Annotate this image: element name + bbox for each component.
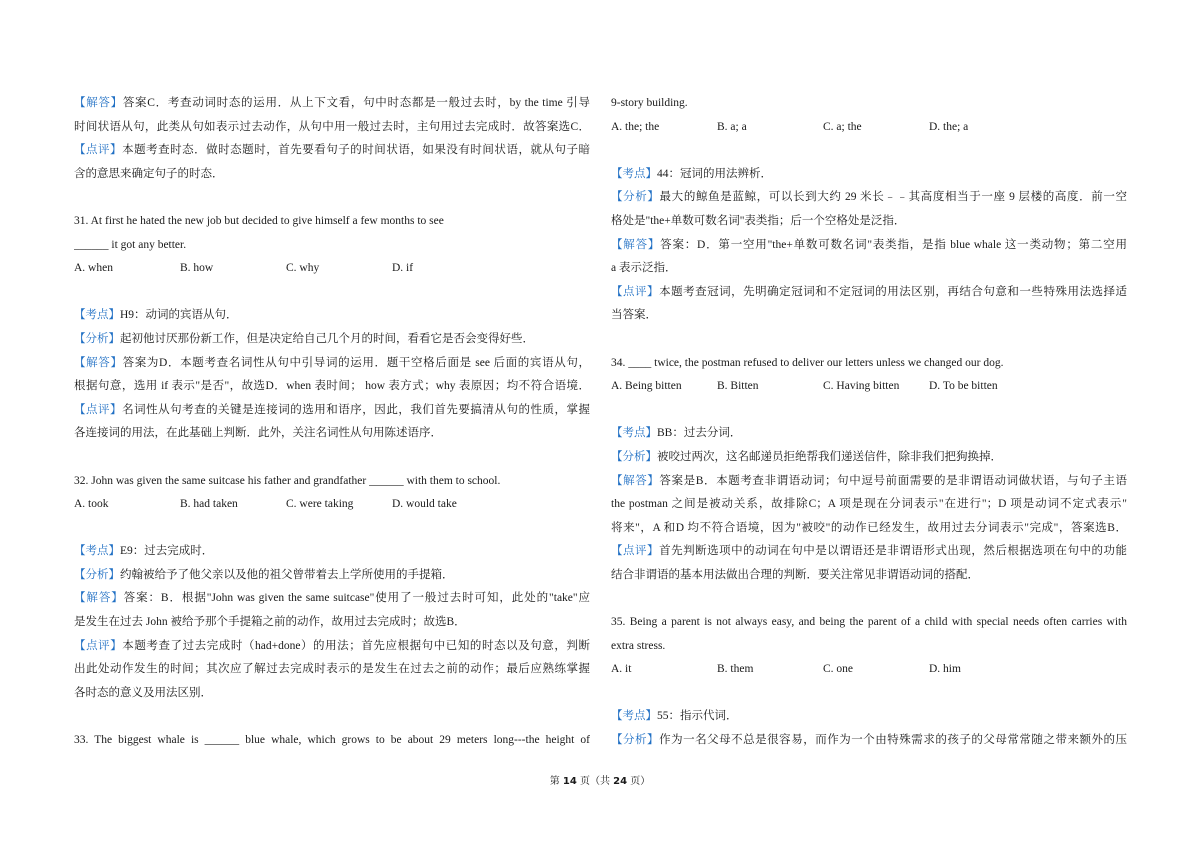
q34-answer-line-2: the postman 之间是被动关系，故排除C；A 项是现在分词表示"在进行"；D 项是动词不定式表示" (611, 498, 1127, 511)
q34-comment-line-1: 【点评】首先判断选项中的动词在句中是以谓语还是非谓语形式出现，然后根据选项在句中的功能 (611, 545, 1127, 558)
point-tag: 【考点】 (74, 545, 120, 558)
comment-tag: 【点评】 (74, 144, 123, 157)
q35-analysis: 【分析】作为一名父母不总是很容易，而作为一个由特殊需求的孩子的父母常常随之带来额外的压 (611, 734, 1127, 747)
option-d: D. if (392, 262, 414, 275)
page-total: 24 (613, 776, 628, 787)
q31-answer-line-2: 根据句意，选用 if 表示"是否"，故选D．when 表时间； how 表方式；why 表原因；均不符合语境． (74, 380, 590, 393)
q32-answer-line-2: 是发生在过去 John 被给予那个手提箱之前的动作，故用过去完成时；故选B． (74, 616, 466, 629)
q35-options (611, 658, 1127, 682)
answer-tag: 【解答】 (611, 474, 660, 487)
q33-answer-line-1: 【解答】答案：D．第一空用"the+单数可数名词"表类指，是指 blue whale 这一类动物；第二空用 (611, 238, 1127, 251)
option-b: B. them (717, 663, 754, 676)
option-b: B. Bitten (717, 380, 759, 393)
q31-comment-line-1: 【点评】名词性从句考查的关键是连接词的选用和语序，因此，我们首先要搞清从句的性质，掌握 (74, 403, 590, 416)
q31-answer-line-1: 【解答】答案为D．本题考查名词性从句中引导词的运用．题干空格后面是 see 后面的宾语从句， (74, 356, 590, 369)
q33-analysis-line-1: 【分析】最大的鲸鱼是蓝鲸，可以长到大约 29 米长﹣﹣其高度相当于一座 9 层楼的高度．前一空 (611, 191, 1127, 204)
left-column (74, 92, 590, 753)
q30-answer-line-1: 【解答】答案C．考查动词时态的运用．从上下文看，句中时态都是一般过去时，by the time 引导 (74, 97, 590, 109)
q33-stem-line-1: 33. The biggest whale is ______ blue whale, which grows to be about 29 meters long---the height of (74, 734, 590, 747)
answer-tag: 【解答】 (74, 592, 124, 605)
q31-comment-line-2: 各连接词的用法，在此基础上判断．此外，关注名词性从句用陈述语序． (74, 427, 442, 440)
q31-point: 【考点】H9：动词的宾语从句． (74, 309, 238, 322)
q32-analysis: 【分析】约翰被给予了他父亲以及他的祖父曾带着去上学所使用的手提箱． (74, 568, 454, 581)
option-a: A. the; the (611, 120, 660, 133)
comment-tag: 【点评】 (74, 403, 123, 416)
q34-stem-line-1: 34. ____ twice, the postman refused to deliver our letters unless we changed our dog. (611, 356, 1004, 369)
page-footer: 第 14 页（共 24 页） (549, 776, 651, 787)
q32-comment-line-1: 【点评】本题考查了过去完成时（had+done）的用法；首先应根据句中已知的时态以及句意，判断 (74, 639, 590, 652)
q35-point: 【考点】55：指示代词． (611, 710, 738, 723)
option-c: C. were taking (286, 498, 354, 511)
q31-options (74, 257, 590, 281)
option-a: A. when (74, 262, 113, 275)
q30-comment-line-1: 【点评】本题考查时态．做时态题时，首先要看句子的时间状语，如果没有时间状语，就从句子暗 (74, 144, 590, 157)
point-tag: 【考点】 (611, 427, 657, 440)
q34-answer-line-3: 将来"，A 和D 均不符合语境，因为"被咬"的动作已经发生，故用过去分词表示"完成"，答案选B． (611, 521, 1127, 534)
q32-comment-line-3: 各时态的意义及用法区别． (74, 686, 212, 699)
option-a: A. it (611, 663, 632, 676)
option-a: A. Being bitten (611, 380, 682, 393)
q31-stem-line-1: 31. At first he hated the new job but decided to give himself a few months to see (74, 214, 444, 227)
q30-answer-line-2: 时间状语从句，此类从句如表示过去动作，从句中用一般过去时，主句用过去完成时．故答案选C． (74, 120, 590, 133)
point-tag: 【考点】 (611, 167, 657, 180)
analysis-tag: 【分析】 (74, 568, 120, 581)
q30-comment-line-2: 含的意思来确定句子的时态． (74, 167, 224, 180)
q35-stem-line-2: extra stress. (611, 639, 666, 652)
option-b: B. had taken (180, 498, 238, 511)
analysis-tag: 【分析】 (611, 450, 657, 463)
option-c: C. a; the (823, 120, 862, 133)
q34-analysis: 【分析】被咬过两次，这名邮递员拒绝帮我们递送信件，除非我们把狗换掉． (611, 450, 1002, 463)
point-tag: 【考点】 (74, 309, 120, 322)
q32-comment-line-2: 出此处动作发生的时间；其次应了解过去完成时表示的是发生在过去之前的动作；最后应熟练掌握 (74, 663, 590, 676)
q34-answer-line-1: 【解答】答案是B．本题考查非谓语动词；句中逗号前面需要的是非谓语动词做状语，与句子主语 (611, 474, 1127, 487)
q34-comment-line-2: 结合非谓语的基本用法做出合理的判断．要关注常见非谓语动词的搭配． (611, 568, 979, 581)
option-d: D. him (929, 663, 961, 676)
q34-point: 【考点】BB：过去分词． (611, 427, 742, 440)
q31-analysis: 【分析】起初他讨厌那份新工作，但是决定给自己几个月的时间，看看它是否会变得好些． (74, 332, 534, 345)
q32-answer-line-1: 【解答】答案：B．根据"John was given the same suitcase"使用了一般过去时可知，此处的"take"应 (74, 592, 590, 605)
analysis-tag: 【分析】 (611, 734, 660, 747)
comment-tag: 【点评】 (611, 545, 660, 558)
analysis-tag: 【分析】 (74, 332, 120, 345)
option-a: A. took (74, 498, 109, 511)
answer-tag: 【解答】 (74, 97, 123, 109)
point-tag: 【考点】 (611, 710, 657, 723)
page-number: 14 (562, 776, 577, 787)
q32-stem-line-1: 32. John was given the same suitcase his father and grandfather ______ with them to school. (74, 474, 501, 487)
q33-point: 【考点】44：冠词的用法辨析． (611, 167, 772, 180)
option-c: C. one (823, 663, 854, 676)
q32-options (74, 493, 590, 517)
answer-tag: 【解答】 (611, 238, 661, 251)
q33-comment-line-2: 当答案． (611, 309, 657, 322)
option-d: D. the; a (929, 120, 969, 133)
q34-options (611, 375, 1127, 399)
q33-stem-line-2: 9-story building. (611, 97, 688, 109)
option-d: D. To be bitten (929, 380, 998, 393)
q33-options (611, 116, 1127, 140)
q33-analysis-line-2: 格处是"the+单数可数名词"表类指；后一个空格处是泛指． (611, 214, 906, 227)
option-b: B. how (180, 262, 214, 275)
option-c: C. Having bitten (823, 380, 900, 393)
q31-stem-line-2: ______ it got any better. (74, 238, 187, 251)
comment-tag: 【点评】 (611, 285, 660, 298)
option-d: D. would take (392, 498, 457, 511)
q33-answer-line-2: a 表示泛指． (611, 262, 677, 275)
right-column (611, 92, 1127, 753)
answer-tag: 【解答】 (74, 356, 123, 369)
comment-tag: 【点评】 (74, 639, 123, 652)
option-b: B. a; a (717, 120, 747, 133)
q32-point: 【考点】E9：过去完成时． (74, 545, 214, 558)
analysis-tag: 【分析】 (611, 191, 660, 204)
q33-comment-line-1: 【点评】本题考查冠词，先明确定冠词和不定冠词的用法区别，再结合句意和一些特殊用法选择适 (611, 285, 1127, 298)
q35-stem-line-1: 35. Being a parent is not always easy, and being the parent of a child with special needs often carries with (611, 616, 1127, 629)
option-c: C. why (286, 262, 320, 275)
